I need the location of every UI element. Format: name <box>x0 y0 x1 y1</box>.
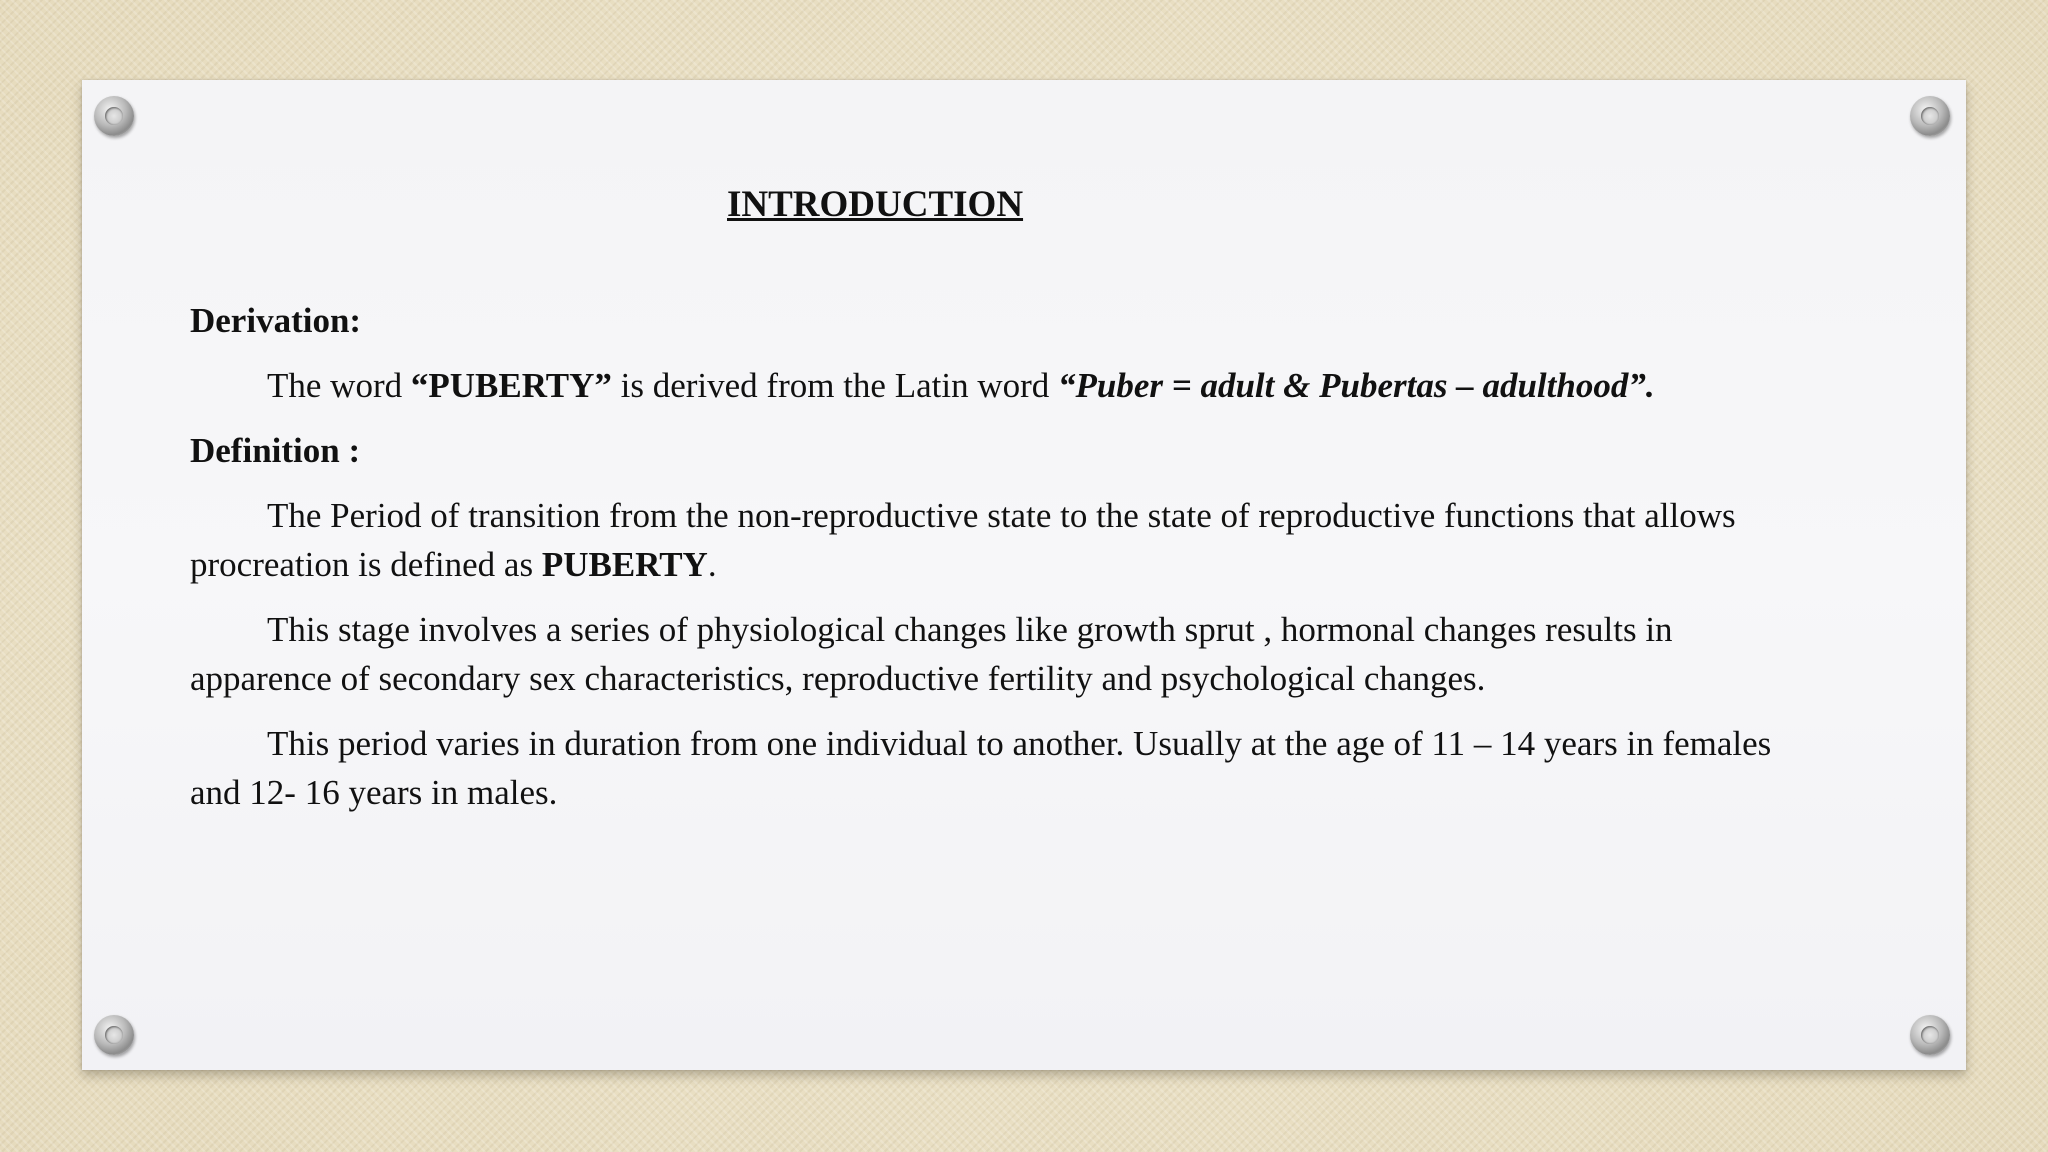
grommet-icon <box>1910 96 1950 136</box>
definition-term: PUBERTY <box>541 545 708 584</box>
definition-text: The Period of transition from the non-reproductive state to the state of reproductive functions that allows procreation is defined as <box>190 496 1736 584</box>
stage-paragraph: This stage involves a series of physiological changes like growth sprut , hormonal changes results in apparence of secondary sex characteristics, reproductive fertility and psychological changes. <box>190 610 1673 698</box>
derivation-latin: “Puber = adult & Pubertas – adulthood”. <box>1058 366 1655 405</box>
duration-paragraph: This period varies in duration from one individual to another. Usually at the age of 11 – 14 years in females and 12- 16 years in males. <box>190 724 1772 812</box>
slide-content <box>190 296 1790 833</box>
derivation-paragraph <box>190 361 1790 410</box>
derivation-term: “PUBERTY” <box>410 366 612 405</box>
grommet-icon <box>1910 1015 1950 1055</box>
derivation-text-1: The word <box>267 366 411 405</box>
definition-heading: Definition : <box>190 431 361 470</box>
derivation-text-2: is derived from the Latin word <box>611 366 1059 405</box>
definition-paragraph <box>190 491 1790 589</box>
definition-end: . <box>707 545 717 584</box>
derivation-heading: Derivation: <box>190 301 362 340</box>
grommet-icon <box>94 1015 134 1055</box>
grommet-icon <box>94 96 134 136</box>
slide-title: INTRODUCTION <box>727 184 1024 225</box>
